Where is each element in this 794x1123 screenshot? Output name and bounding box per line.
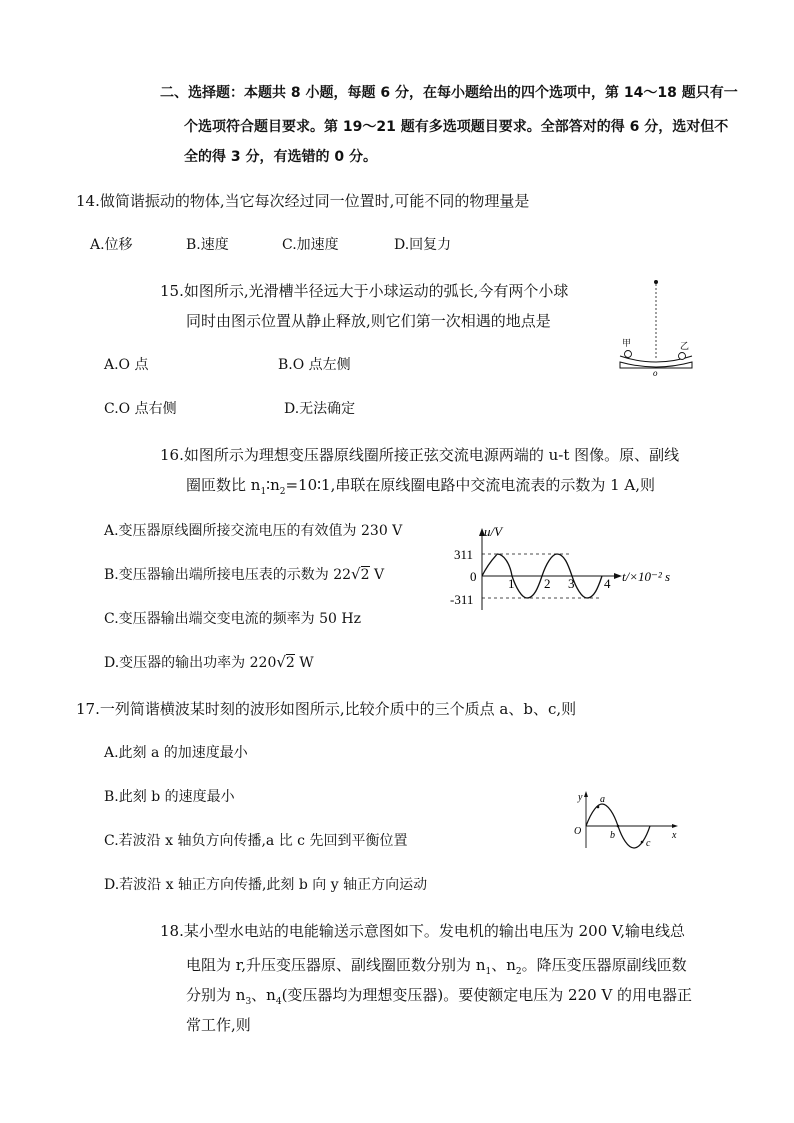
q18-line-3-b: 、n: [251, 986, 276, 1004]
q18-line-2-c: 。降压变压器原副线匝数: [521, 956, 687, 974]
q15-option-c: C.O 点右侧: [104, 401, 177, 417]
q16-option-d: [104, 652, 314, 672]
label-x: x: [672, 830, 677, 841]
point-c: [641, 841, 644, 844]
section-line-3: 全的得 3 分，有选错的 0 分。: [184, 149, 377, 165]
sqrt-sign: √: [276, 653, 286, 671]
q17-option-d: D.若波沿 x 轴正方向传播,此刻 b 向 y 轴正方向运动: [104, 877, 428, 893]
q16-stem-line-2: [186, 474, 655, 497]
q15-option-d: D.无法确定: [284, 401, 356, 417]
q18-line-3-a: 分别为 n: [186, 986, 246, 1004]
label-y: y: [578, 792, 583, 803]
xtick-3: 3: [568, 576, 575, 591]
q14-option-c: C.加速度: [282, 237, 339, 253]
ball-jia: [625, 351, 632, 358]
q16-option-d-post: W: [294, 655, 314, 671]
q16-option-b: [104, 564, 384, 584]
graph-xlabel: t/×10⁻² s: [622, 569, 671, 584]
label-o: o: [653, 368, 658, 378]
q18-line-2-a: 电阻为 r,升压变压器原、副线圈匝数分别为 n: [186, 956, 486, 974]
ytick-neg-311: -311: [450, 592, 474, 607]
q14-option-b: B.速度: [186, 237, 229, 253]
ball-yi: [679, 353, 686, 360]
q18-sub-2: 2: [515, 967, 522, 977]
point-a: [597, 806, 600, 809]
q16-stem-part-a: 圈匝数比 n: [186, 476, 261, 494]
q18-line-1: 18.某小型水电站的电能输送示意图如下。发电机的输出电压为 200 V,输电线总: [160, 922, 686, 940]
q14-option-a: A.位移: [90, 237, 133, 253]
label-b: b: [610, 830, 615, 841]
q18-line-4: 常工作,则: [186, 1016, 251, 1034]
xtick-2: 2: [544, 576, 551, 591]
q16-option-a: A.变压器原线圈所接交流电压的有效值为 230 V: [104, 523, 403, 539]
q15-option-a: A.O 点: [104, 357, 149, 373]
q18-line-3: [186, 984, 692, 1007]
q15-figure-groove: [610, 276, 720, 378]
q15-option-b: B.O 点左侧: [278, 357, 351, 373]
q16-option-b-pre: B.变压器输出端所接电压表的示数为 22: [104, 567, 352, 583]
q14-stem: 14.做简谐振动的物体,当它每次经过同一位置时,可能不同的物理量是: [76, 192, 530, 210]
q18-line-3-c: (变压器均为理想变压器)。要使额定电压为 220 V 的用电器正: [281, 986, 693, 1004]
q17-stem: 17.一列简谐横波某时刻的波形如图所示,比较介质中的三个质点 a、b、c,则: [76, 700, 577, 718]
q14-option-d: D.回复力: [394, 237, 452, 253]
q16-ut-graph: [446, 524, 686, 614]
q18-line-2-b: 、n: [491, 956, 516, 974]
graph-ylabel: u/V: [484, 524, 503, 539]
q18-line-2: [186, 954, 687, 977]
q17-wave-figure: [570, 790, 686, 854]
ytick-0: 0: [470, 569, 477, 584]
label-a: a: [600, 794, 605, 805]
q15-stem-line-1: 15.如图所示,光滑槽半径远大于小球运动的弧长,今有两个小球: [160, 282, 569, 300]
q16-option-d-rad: 2: [285, 655, 295, 671]
q16-option-b-rad: 2: [360, 567, 370, 583]
q16-option-b-post: V: [369, 567, 385, 583]
ytick-311: 311: [454, 547, 474, 562]
xtick-1: 1: [508, 576, 515, 591]
pivot-point: [654, 280, 658, 284]
q16-stem-part-b: ∶n: [266, 476, 280, 494]
label-c: c: [646, 838, 651, 849]
xtick-4: 4: [604, 576, 611, 591]
q16-option-d-pre: D.变压器的输出功率为 220: [104, 655, 277, 671]
q17-option-b: B.此刻 b 的速度最小: [104, 789, 235, 805]
section-line-1: 二、选择题：本题共 8 小题，每题 6 分，在每小题给出的四个选项中，第 14～18 题只有一: [160, 85, 738, 101]
q15-stem-line-2: 同时由图示位置从静止释放,则它们第一次相遇的地点是: [186, 312, 551, 330]
label-yi: 乙: [680, 341, 690, 351]
q16-option-c: C.变压器输出端交变电流的频率为 50 Hz: [104, 611, 361, 627]
q16-stem-line-1: 16.如图所示为理想变压器原线圈所接正弦交流电源两端的 u-t 图像。原、副线: [160, 446, 680, 464]
section-line-2: 个选项符合题目要求。第 19～21 题有多选项题目要求。全部答对的得 6 分，选对但不: [184, 119, 729, 135]
q16-sub-1: 1: [260, 487, 267, 497]
q16-sub-2: 2: [279, 487, 286, 497]
q17-option-c: C.若波沿 x 轴负方向传播,a 比 c 先回到平衡位置: [104, 833, 408, 849]
y-axis-arrow: [584, 791, 588, 797]
label-jia: 甲: [622, 338, 632, 348]
sqrt-sign: √: [351, 565, 361, 583]
x-axis-arrow: [614, 573, 622, 579]
q17-option-a: A.此刻 a 的加速度最小: [104, 745, 248, 761]
x-axis-arrow: [672, 824, 678, 828]
q18-sub-3: 3: [245, 997, 252, 1007]
q18-sub-1: 1: [485, 967, 492, 977]
point-b: [617, 825, 620, 828]
q16-stem-part-c: =10∶1,串联在原线圈电路中交流电流表的示数为 1 A,则: [285, 476, 656, 494]
q18-sub-4: 4: [275, 997, 282, 1007]
label-origin: O: [574, 826, 582, 837]
